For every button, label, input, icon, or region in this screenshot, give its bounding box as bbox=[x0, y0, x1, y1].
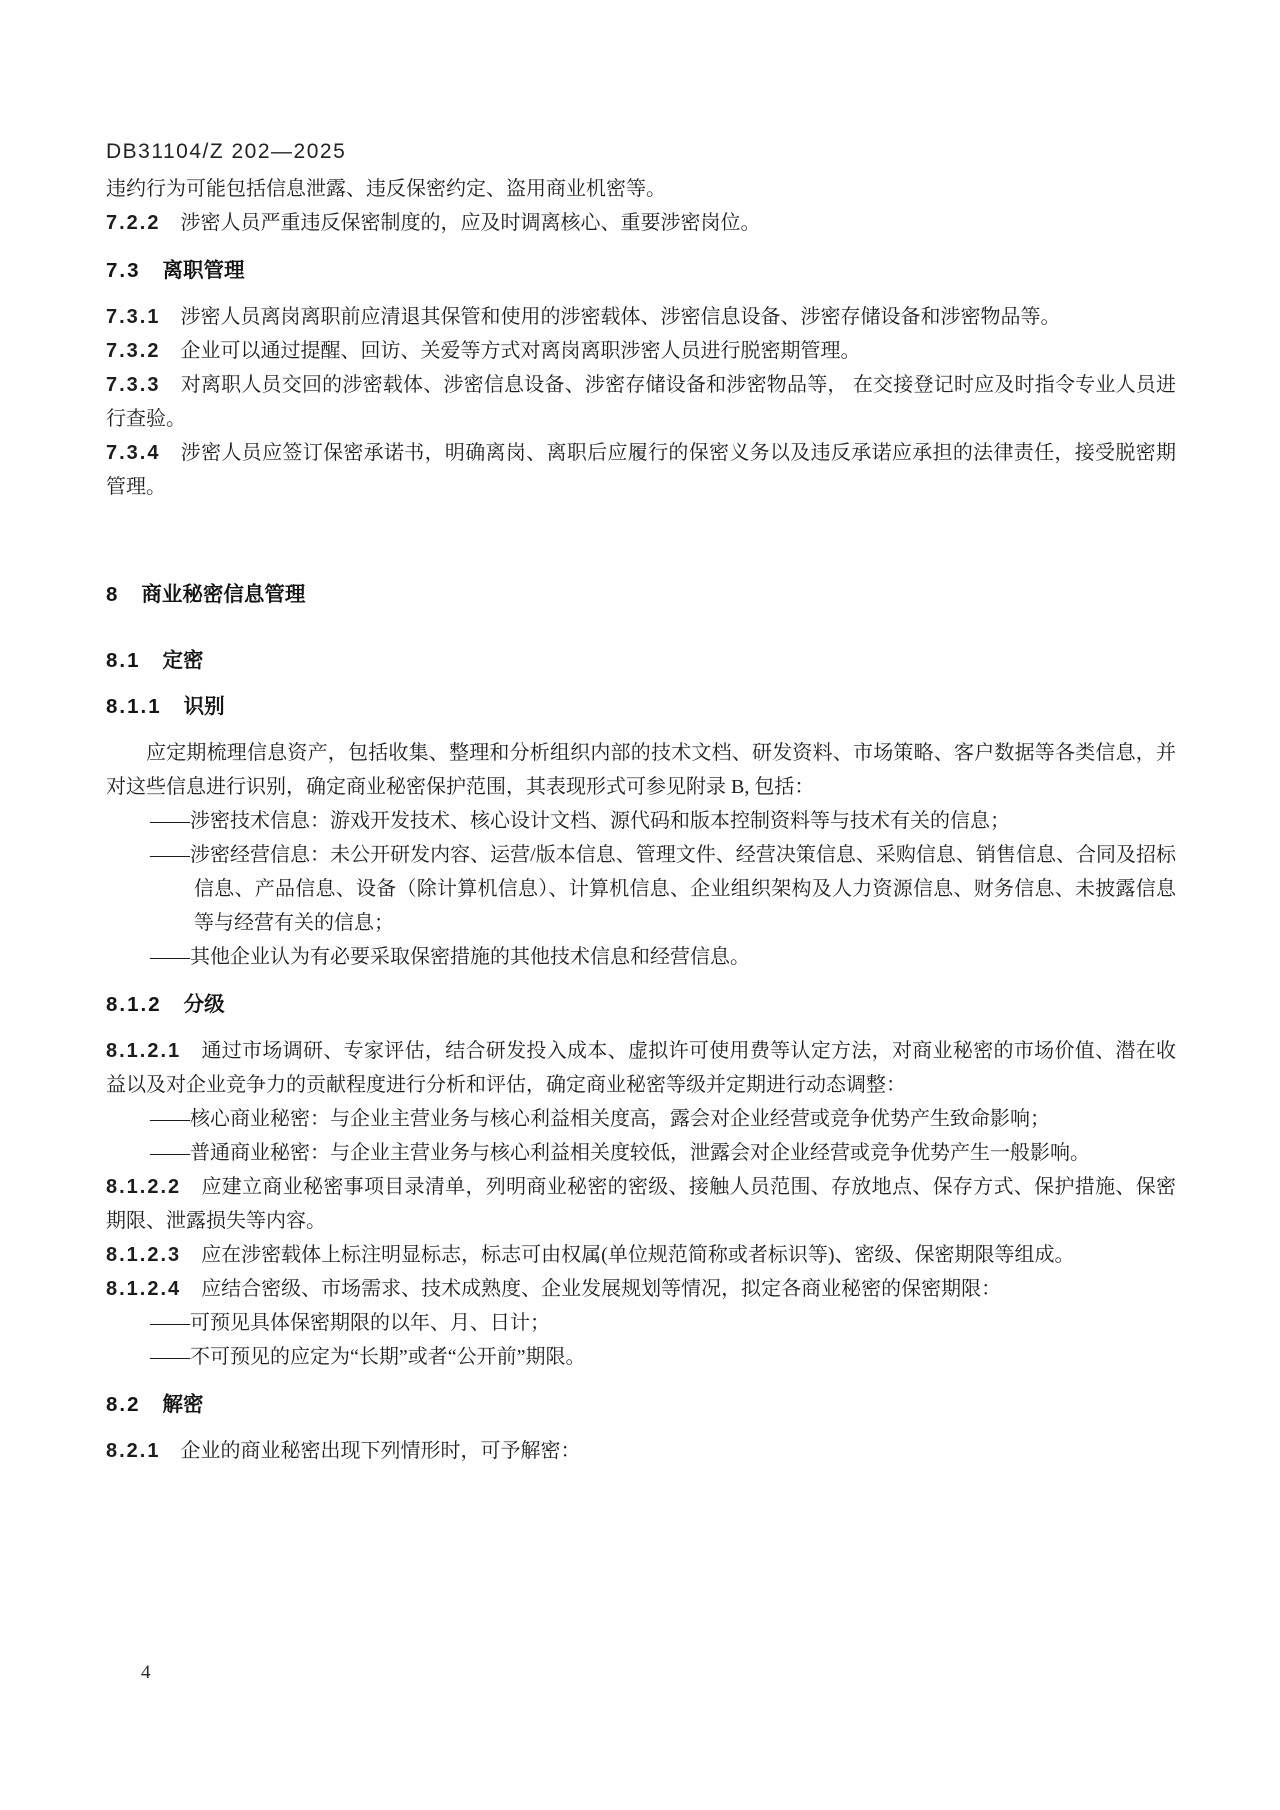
clause-paragraph bbox=[106, 1034, 1176, 1102]
clause-paragraph bbox=[106, 334, 1176, 368]
clause-number: 7.3.1 bbox=[106, 306, 161, 328]
section-heading bbox=[106, 646, 1176, 676]
clause-number: 8.2 bbox=[106, 1393, 141, 1416]
dash-list-item bbox=[106, 1136, 1176, 1170]
clause-number: 8.1.1 bbox=[106, 695, 162, 718]
clause-text: ——核心商业秘密：与企业主营业务与核心利益相关度高，露会对企业经营或竞争优势产生致命影响； bbox=[150, 1108, 1050, 1130]
clause-paragraph bbox=[106, 1238, 1176, 1272]
clause-text: 分级 bbox=[183, 993, 225, 1016]
clause-number: 7.3.4 bbox=[106, 442, 161, 464]
clause-number: 8.1.2.1 bbox=[106, 1040, 182, 1062]
clause-text: 应建立商业秘密事项目录清单，列明商业秘密的密级、接触人员范围、存放地点、保存方式、保护措施、保密期限、泄露损失等内容。 bbox=[106, 1176, 1176, 1232]
clause-number: 8.1.2.2 bbox=[106, 1176, 182, 1198]
subsection-heading bbox=[106, 990, 1176, 1020]
clause-text: 定密 bbox=[162, 649, 204, 672]
clause-paragraph bbox=[106, 1272, 1176, 1306]
section-heading bbox=[106, 256, 1176, 286]
dash-list-item bbox=[106, 940, 1176, 974]
clause-paragraph bbox=[106, 436, 1176, 504]
clause-text: ——不可预见的应定为“长期”或者“公开前”期限。 bbox=[150, 1346, 586, 1368]
clause-text: 通过市场调研、专家评估，结合研发投入成本、虚拟许可使用费等认定方法，对商业秘密的市场价值、潜在收益以及对企业竞争力的贡献程度进行分析和评估，确定商业秘密等级并定期进行动态调整： bbox=[106, 1040, 1176, 1096]
clause-text: 企业的商业秘密出现下列情形时，可予解密： bbox=[180, 1440, 581, 1462]
clause-paragraph bbox=[106, 206, 1176, 240]
clause-text: 应结合密级、市场需求、技术成熟度、企业发展规划等情况，拟定各商业秘密的保密期限： bbox=[201, 1278, 1002, 1300]
clause-paragraph bbox=[106, 368, 1176, 436]
chapter-heading bbox=[106, 580, 1176, 610]
clause-number: 8.1.2.4 bbox=[106, 1278, 182, 1300]
clause-text: ——可预见具体保密期限的以年、月、日计； bbox=[150, 1312, 550, 1334]
clause-number: 8.1.2 bbox=[106, 993, 162, 1016]
paragraph bbox=[106, 736, 1176, 804]
clause-text: ——涉密经营信息：未公开研发内容、运营/版本信息、管理文件、经营决策信息、采购信息、销售信息、合同及招标信息、产品信息、设备（除计算机信息）、计算机信息、企业组织架构及人力资源信息、财务信息、未披露信息等与经营有关的信息； bbox=[150, 844, 1176, 934]
page-number: 4 bbox=[141, 1662, 151, 1683]
clause-text: 涉密人员离岗离职前应清退其保管和使用的涉密载体、涉密信息设备、涉密存储设备和涉密物品等。 bbox=[180, 306, 1061, 328]
clause-text: ——其他企业认为有必要采取保密措施的其他技术信息和经营信息。 bbox=[150, 946, 750, 968]
document-body bbox=[106, 172, 1176, 1468]
clause-number: 7.3.3 bbox=[106, 374, 161, 396]
clause-paragraph bbox=[106, 1434, 1176, 1468]
section-heading bbox=[106, 1390, 1176, 1420]
clause-text: 应在涉密载体上标注明显标志，标志可由权属(单位规范简称或者标识等)、密级、保密期限等组成。 bbox=[201, 1244, 1075, 1266]
clause-text: 离职管理 bbox=[162, 259, 245, 282]
clause-text: ——普通商业秘密：与企业主营业务与核心利益相关度较低，泄露会对企业经营或竞争优势产生一般影响。 bbox=[150, 1142, 1090, 1164]
dash-list-item bbox=[106, 1306, 1176, 1340]
clause-text: 应定期梳理信息资产，包括收集、整理和分析组织内部的技术文档、研发资料、市场策略、客户数据等各类信息，并对这些信息进行识别，确定商业秘密保护范围，其表现形式可参见附录 B, 包括： bbox=[106, 742, 1176, 798]
clause-paragraph bbox=[106, 1170, 1176, 1238]
clause-number: 8 bbox=[106, 583, 120, 606]
clause-text: 企业可以通过提醒、回访、关爱等方式对离岗离职涉密人员进行脱密期管理。 bbox=[180, 340, 861, 362]
clause-text: 对离职人员交回的涉密载体、涉密信息设备、涉密存储设备和涉密物品等， 在交接登记时应及时指令专业人员进行查验。 bbox=[106, 374, 1176, 430]
clause-text: 涉密人员严重违反保密制度的，应及时调离核心、重要涉密岗位。 bbox=[180, 212, 761, 234]
clause-text: 解密 bbox=[162, 1393, 204, 1416]
paragraph bbox=[106, 172, 1176, 206]
clause-paragraph bbox=[106, 300, 1176, 334]
dash-list-item bbox=[106, 804, 1176, 838]
clause-text: 涉密人员应签订保密承诺书，明确离岗、离职后应履行的保密义务以及违反承诺应承担的法律责任，接受脱密期管理。 bbox=[106, 442, 1176, 498]
clause-text: 识别 bbox=[183, 695, 225, 718]
clause-number: 8.2.1 bbox=[106, 1440, 161, 1462]
clause-number: 7.2.2 bbox=[106, 212, 161, 234]
clause-number: 8.1 bbox=[106, 649, 141, 672]
dash-list-item bbox=[106, 1102, 1176, 1136]
clause-text: 商业秘密信息管理 bbox=[141, 583, 306, 606]
clause-text: 违约行为可能包括信息泄露、违反保密约定、盗用商业机密等。 bbox=[106, 178, 666, 200]
document-code: DB31104/Z 202—2025 bbox=[106, 140, 347, 163]
clause-text: ——涉密技术信息：游戏开发技术、核心设计文档、源代码和版本控制资料等与技术有关的信息； bbox=[150, 810, 1010, 832]
clause-number: 7.3.2 bbox=[106, 340, 161, 362]
subsection-heading bbox=[106, 692, 1176, 722]
dash-list-item bbox=[106, 838, 1176, 940]
dash-list-item bbox=[106, 1340, 1176, 1374]
clause-number: 7.3 bbox=[106, 259, 141, 282]
clause-number: 8.1.2.3 bbox=[106, 1244, 182, 1266]
